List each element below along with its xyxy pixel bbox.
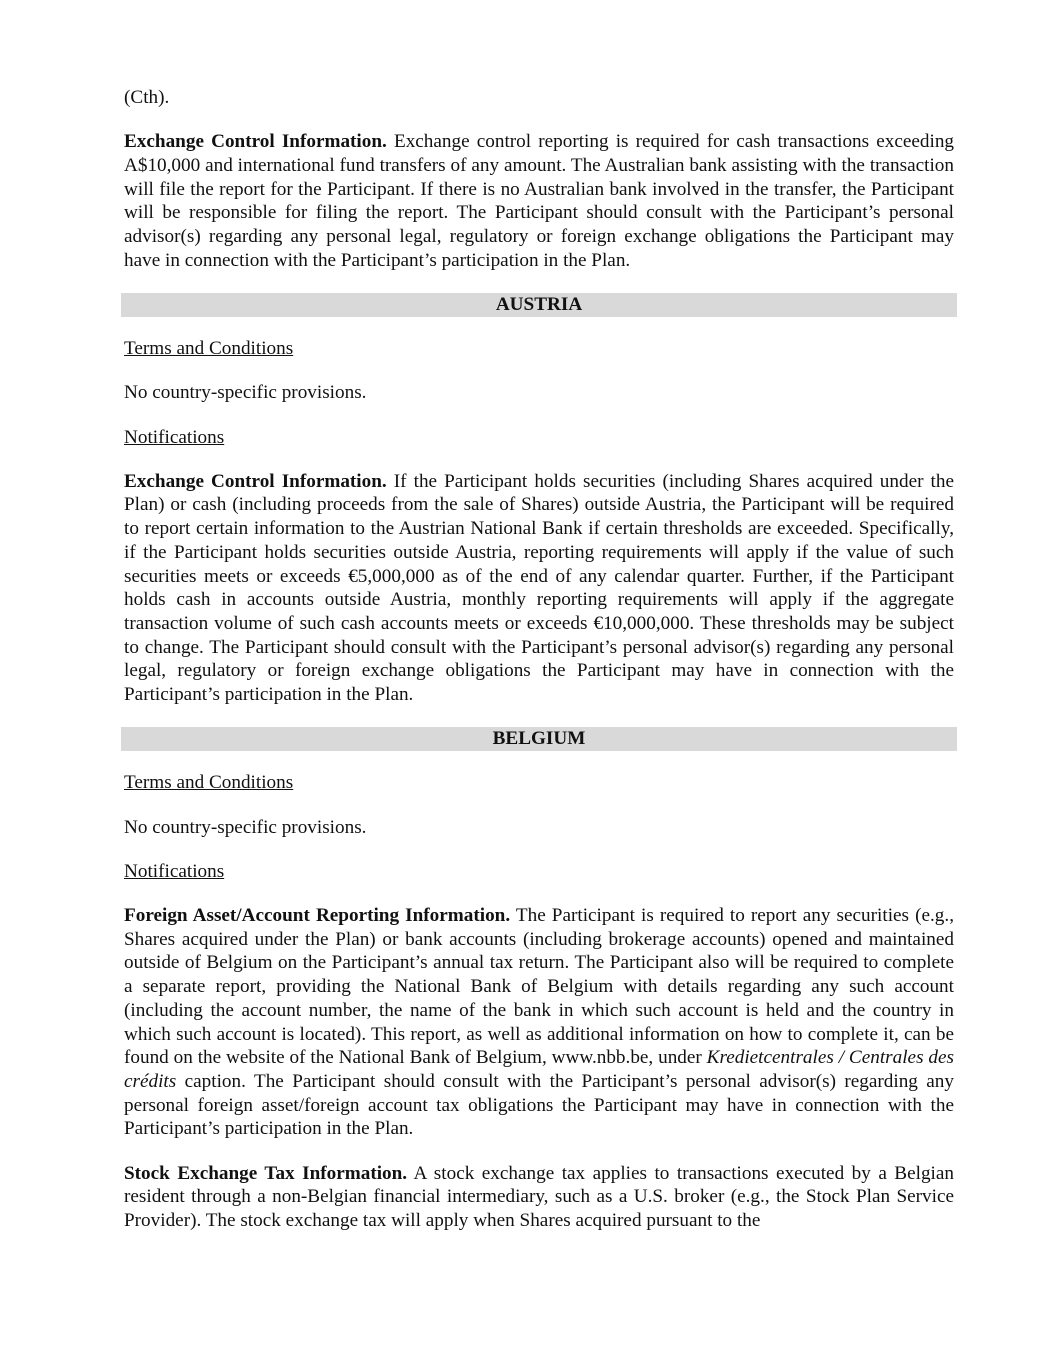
country-header-belgium: BELGIUM [121,727,957,751]
paragraph-body: The Participant is required to report any securities (e.g., Shares acquired under the Plan) or bank accounts (including brokerage accounts) opened and maintained outside of Belgium on the Participant’s annual tax return. The Participant also will be required to complete a separate report, providing the National Bank of Belgium with details regarding any such account (including the account number, the name of the bank in which such account is held and the country in which such account is located). This report, as well as additional information on how to complete it, can be found on the website of the National Bank of Belgium, www.nbb.be, under [124,905,954,1069]
top-fragment: (Cth). [124,87,170,108]
paragraph-heading: Exchange Control Information. [124,131,387,153]
paragraph-body-continued: caption. The Participant should consult with the Participant’s personal advisor(s) regarding any personal foreign asset/foreign account tax obligations the Participant may have in connection with the Participant’s participation in the Plan. [124,1070,954,1140]
austria-notifications-label: Notifications [124,426,225,448]
belgium-no-provisions: No country-specific provisions. [124,816,367,838]
paragraph-body: If the Participant holds securities (including Shares acquired under the Plan) or cash (including proceeds from the sale of Shares) outside Austria, the Participant will be required to report certain information to the Austrian National Bank if certain thresholds are exceeded. Specifically, if the Participant holds securities outside Austria, reporting requirements will apply if the value of such securities meets or exceeds €5,000,000 as of the end of any calendar quarter. Further, if the Participant holds cash in accounts outside Austria, monthly reporting requirements will apply if the aggregate transaction volume of such cash accounts meets or exceeds €10,000,000. These thresholds may be subject to change. The Participant should consult with the Participant’s personal advisor(s) regarding any personal legal, regulatory or foreign exchange obligations the Participant may have in connection with the Participant’s participation in the Plan. [124,470,954,706]
australia-exchange-paragraph [124,130,954,272]
belgium-foreign-asset-paragraph [124,904,954,1141]
paragraph-heading: Exchange Control Information. [124,470,387,492]
belgium-stock-exchange-paragraph [124,1162,954,1233]
austria-no-provisions: No country-specific provisions. [124,382,367,404]
belgium-notifications-label: Notifications [124,860,225,882]
paragraph-heading: Foreign Asset/Account Reporting Information. [124,905,511,927]
austria-exchange-paragraph [124,470,954,707]
austria-terms-label: Terms and Conditions [124,338,294,360]
italic-caption: Kredietcentrales / Centrales des crédits [124,1047,954,1092]
paragraph-body: A stock exchange tax applies to transactions executed by a Belgian resident through a non-Belgian financial intermediary, such as a U.S. broker (e.g., the Stock Plan Service Provider). The stock exchange tax will apply when Shares acquired pursuant to the [124,1162,954,1231]
country-header-austria: AUSTRIA [121,293,957,317]
document-page [124,86,954,1233]
belgium-terms-label: Terms and Conditions [124,772,294,794]
paragraph-body: Exchange control reporting is required for cash transactions exceeding A$10,000 and international fund transfers of any amount. The Australian bank assisting with the transaction will file the report for the Participant. If there is no Australian bank involved in the transfer, the Participant will be responsible for filing the report. The Participant should consult with the Participant’s personal advisor(s) regarding any personal legal, regulatory or foreign exchange obligations the Participant may have in connection with the Participant’s participation in the Plan. [124,131,955,271]
paragraph-heading: Stock Exchange Tax Information. [124,1162,408,1184]
